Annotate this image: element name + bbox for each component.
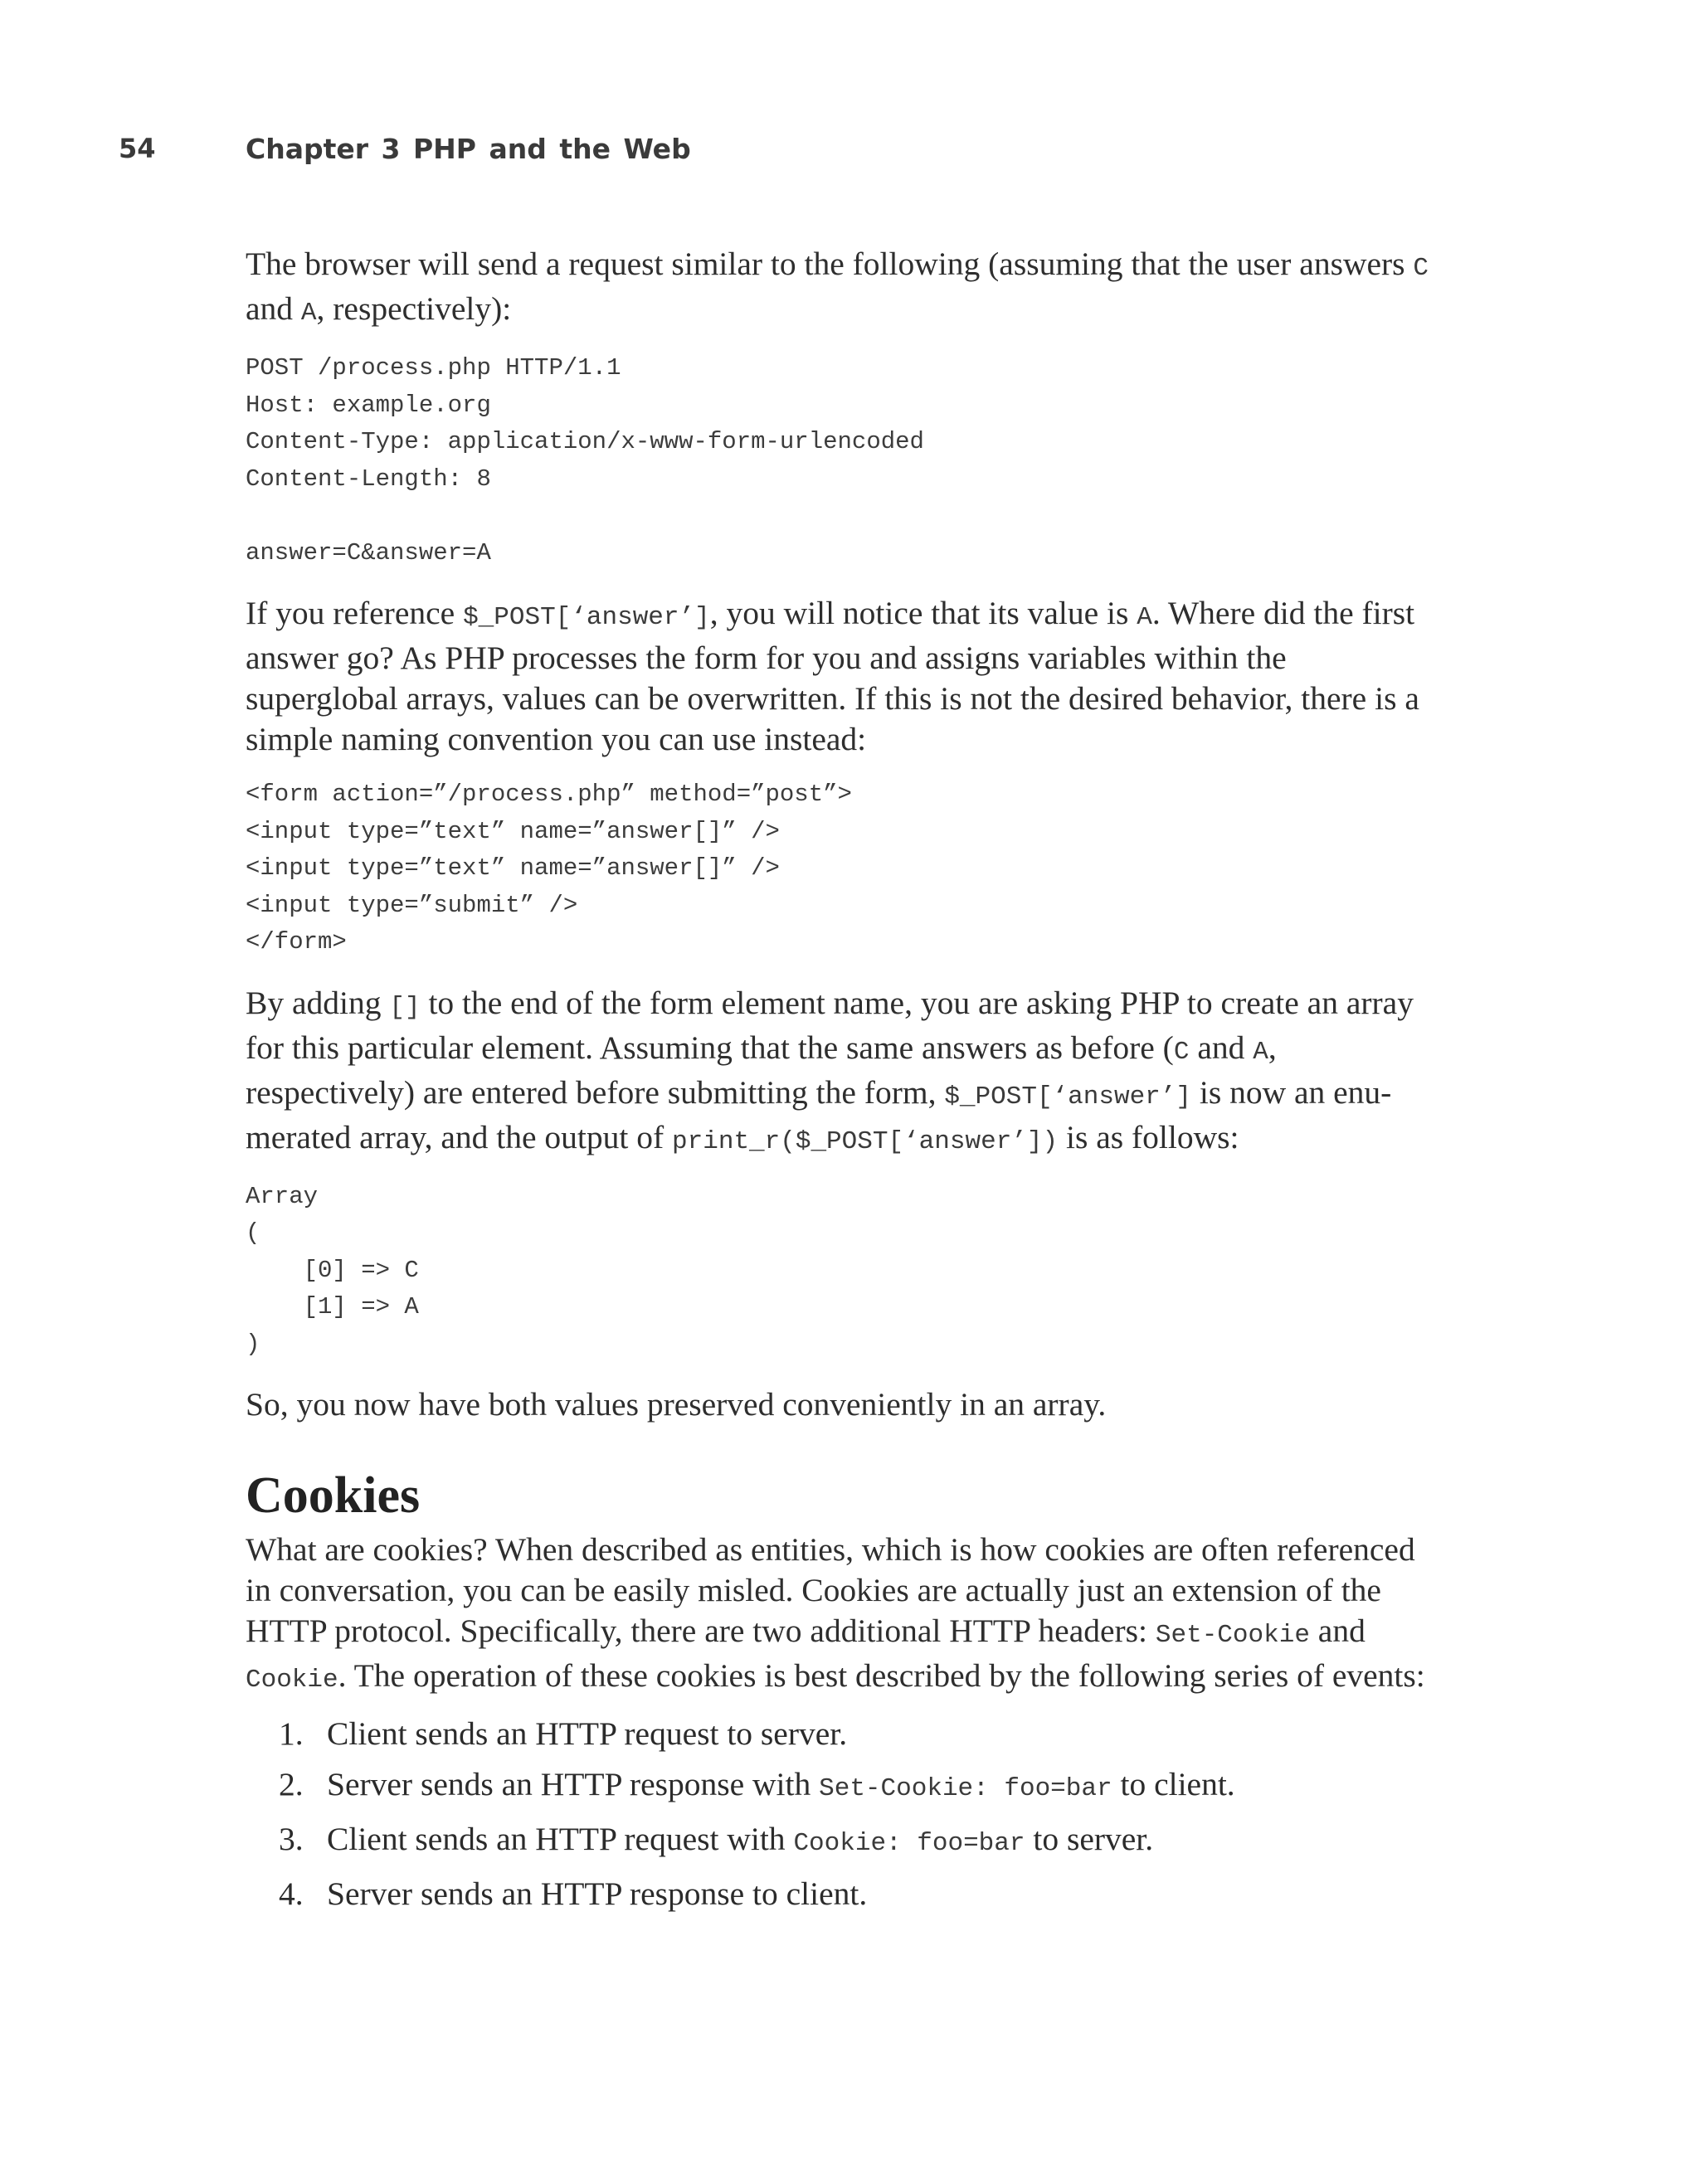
- text-run: is as follows:: [1058, 1118, 1239, 1155]
- list-number: 3.: [279, 1821, 304, 1857]
- text-run: Server sends an HTTP response with: [327, 1766, 820, 1802]
- paragraph-request-intro: [246, 244, 1440, 333]
- list-number: 4.: [279, 1875, 304, 1912]
- inline-code: []: [389, 992, 421, 1022]
- text-run: Server sends an HTTP response to client.: [327, 1875, 868, 1912]
- inline-code: C: [1413, 254, 1429, 283]
- inline-code: print_r($_POST[‘answer’]): [672, 1126, 1059, 1156]
- list-item: [246, 1764, 1440, 1809]
- running-header: [0, 133, 1699, 174]
- text-run: to the end of the form element name, you are asking PHP to create an array for this particular element. Assuming that the same answers as before (: [246, 984, 1414, 1066]
- text-run: and: [1309, 1612, 1366, 1649]
- inline-code: $_POST[‘answer’]: [944, 1082, 1191, 1111]
- code-block-form: <form action=”/process.php” method=”post”> <input type=”text” name=”answer[]” /> <input type=”text” name=”answer[]” /> <input type=”submit” /> </form>: [246, 781, 852, 956]
- inline-code: Cookie: [246, 1666, 338, 1695]
- inline-code: A: [1137, 603, 1152, 632]
- text-run: Client sends an HTTP request to server.: [327, 1715, 848, 1752]
- page-body: [246, 244, 1440, 1924]
- inline-code: $_POST[‘answer’]: [463, 603, 710, 632]
- inline-code: A: [300, 299, 317, 328]
- text-run: and: [1189, 1029, 1254, 1066]
- text-run: , respectively):: [316, 290, 512, 327]
- text-run: . The operation of these cookies is best described by the following series of events:: [338, 1657, 1425, 1694]
- paragraph-summary: So, you now have both values preserved conveniently in an array.: [246, 1386, 1107, 1423]
- page-number: 54: [119, 133, 156, 164]
- inline-code: C: [1173, 1037, 1190, 1067]
- list-item: [246, 1714, 1440, 1754]
- text-run: If you reference: [246, 595, 464, 631]
- chapter-title: Chapter 3 PHP and the Web: [246, 133, 691, 165]
- text-run: to client.: [1112, 1766, 1235, 1802]
- list-number: 1.: [279, 1715, 304, 1752]
- list-item: [246, 1819, 1440, 1864]
- list-number: 2.: [279, 1766, 304, 1802]
- paragraph-cookies-intro: [246, 1530, 1440, 1700]
- text-run: to server.: [1025, 1821, 1154, 1857]
- text-run: is now an enu-merated array, and the output of: [246, 1073, 1392, 1155]
- text-run: and: [246, 290, 301, 327]
- text-run: The browser will send a request similar to the following (assuming that the user answers: [246, 246, 1414, 282]
- text-run: Client sends an HTTP request with: [327, 1821, 794, 1857]
- inline-code: Cookie: foo=bar: [793, 1829, 1025, 1858]
- text-run: . Where did the first answer go? As PHP processes the form for you and assigns variables within the superglobal arrays, values can be overwritten. If this is not the desired behavior, there is a simple naming convention you can use instead:: [246, 595, 1419, 757]
- paragraph-array-naming: [246, 983, 1440, 1162]
- list-item: [246, 1874, 1440, 1914]
- code-block-http-request: POST /process.php HTTP/1.1 Host: example.org Content-Type: application/x-www-form-urlencoded Content-Length: 8 answer=C&answer=A: [246, 354, 924, 567]
- text-run: , respectively) are entered before submitting the form,: [246, 1029, 1277, 1111]
- text-run: , you will notice that its value is: [709, 595, 1137, 631]
- inline-code: Set-Cookie: foo=bar: [819, 1774, 1112, 1803]
- inline-code: A: [1253, 1037, 1268, 1067]
- cookie-events-list: [246, 1714, 1440, 1914]
- section-heading-cookies: Cookies: [246, 1467, 421, 1524]
- inline-code: Set-Cookie: [1155, 1621, 1310, 1650]
- paragraph-overwrite: [246, 593, 1440, 760]
- text-run: By adding: [246, 984, 390, 1021]
- text-run: What are cookies? When described as entities, which is how cookies are often referenced in conversation, you can be easily misled. Cookies are actually just an extension of the HTTP protocol. Specifically, there are two additional HTTP headers:: [246, 1531, 1415, 1649]
- code-block-array-output: Array ( [0] => C [1] => A ): [246, 1182, 419, 1358]
